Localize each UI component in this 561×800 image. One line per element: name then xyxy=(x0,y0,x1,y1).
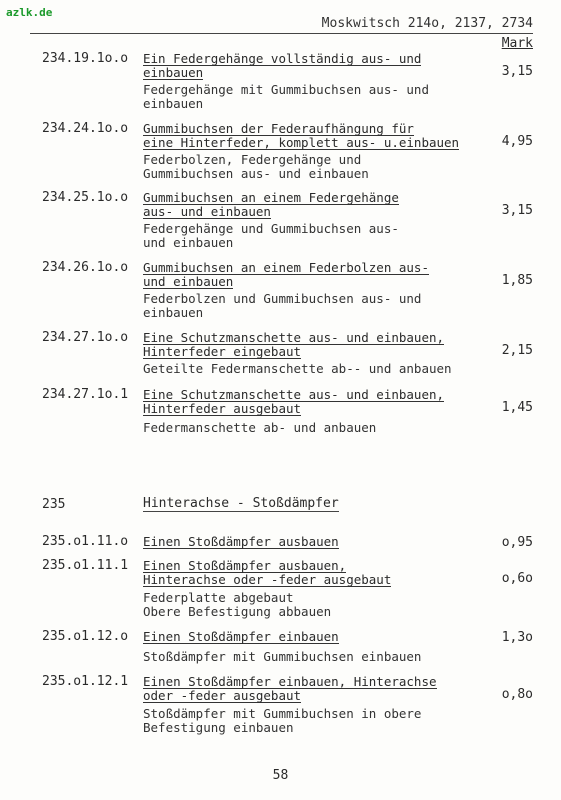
item-price: 2,15 xyxy=(501,343,533,358)
item-description: Stoßdämpfer mit Gummibuchsen einbauen xyxy=(143,649,422,664)
item-title: Gummibuchsen an einem Federbolzen aus- und einbauen xyxy=(143,260,429,289)
item-title: Einen Stoßdämpfer einbauen xyxy=(143,629,339,644)
item-price: 1,45 xyxy=(501,400,533,415)
item-title: Einen Stoßdämpfer ausbauen, Hinterachse oder -feder ausgebaut xyxy=(143,558,392,587)
item-description: Federplatte abgebaut Obere Befestigung abbauen xyxy=(143,590,332,619)
section-title: Hinterachse - Stoßdämpfer xyxy=(143,496,339,511)
item-price: o,8o xyxy=(501,687,533,702)
page-header: Moskwitsch 214o, 2137, 2734 xyxy=(321,16,533,31)
item-code: 234.26.1o.o xyxy=(42,260,129,275)
item-title: Einen Stoßdämpfer ausbauen xyxy=(143,534,339,549)
item-title: Eine Schutzmanschette aus- und einbauen, Hinterfeder eingebaut xyxy=(143,330,445,359)
item-code: 234.19.1o.o xyxy=(42,51,129,66)
item-description: Federgehänge mit Gummibuchsen aus- und einbauen xyxy=(143,82,429,111)
section-code: 235 xyxy=(42,497,66,512)
item-title: Gummibuchsen an einem Federgehänge aus- und einbauen xyxy=(143,190,399,219)
item-description: Stoßdämpfer mit Gummibuchsen in obere Befestigung einbauen xyxy=(143,706,422,735)
item-code: 235.o1.12.1 xyxy=(42,674,129,689)
item-title: Ein Federgehänge vollständig aus- und einbauen xyxy=(143,51,422,80)
mark-column-label: Mark xyxy=(501,36,533,51)
item-code: 234.27.1o.1 xyxy=(42,387,129,402)
item-code: 234.25.1o.o xyxy=(42,190,129,205)
item-price: 4,95 xyxy=(501,134,533,149)
item-description: Federmanschette ab- und anbauen xyxy=(143,420,377,435)
page-number: 58 xyxy=(272,768,289,783)
item-price: 3,15 xyxy=(501,64,533,79)
item-price: 1,85 xyxy=(501,273,533,288)
item-description: Federgehänge und Gummibuchsen aus- und einbauen xyxy=(143,221,399,250)
item-price: o,6o xyxy=(501,571,533,586)
item-description: Federbolzen und Gummibuchsen aus- und einbauen xyxy=(143,291,422,320)
item-description: Geteilte Federmanschette ab-- und anbauen xyxy=(143,361,452,376)
item-price: 1,3o xyxy=(501,630,533,645)
item-code: 235.o1.11.1 xyxy=(42,558,129,573)
item-description: Federbolzen, Federgehänge und Gummibuchsen aus- und einbauen xyxy=(143,152,369,181)
header-rule xyxy=(30,33,533,34)
item-title: Gummibuchsen der Federaufhängung für eine Hinterfeder, komplett aus- u.einbauen xyxy=(143,121,460,150)
item-code: 235.o1.12.o xyxy=(42,629,129,644)
item-code: 234.24.1o.o xyxy=(42,121,129,136)
site-watermark: azlk.de xyxy=(6,6,53,19)
item-price: o,95 xyxy=(501,535,533,550)
item-title: Einen Stoßdämpfer einbauen, Hinterachse oder -feder ausgebaut xyxy=(143,674,437,703)
item-code: 235.o1.11.o xyxy=(42,534,129,549)
item-title: Eine Schutzmanschette aus- und einbauen, Hinterfeder ausgebaut xyxy=(143,387,445,416)
item-price: 3,15 xyxy=(501,203,533,218)
item-code: 234.27.1o.o xyxy=(42,330,129,345)
